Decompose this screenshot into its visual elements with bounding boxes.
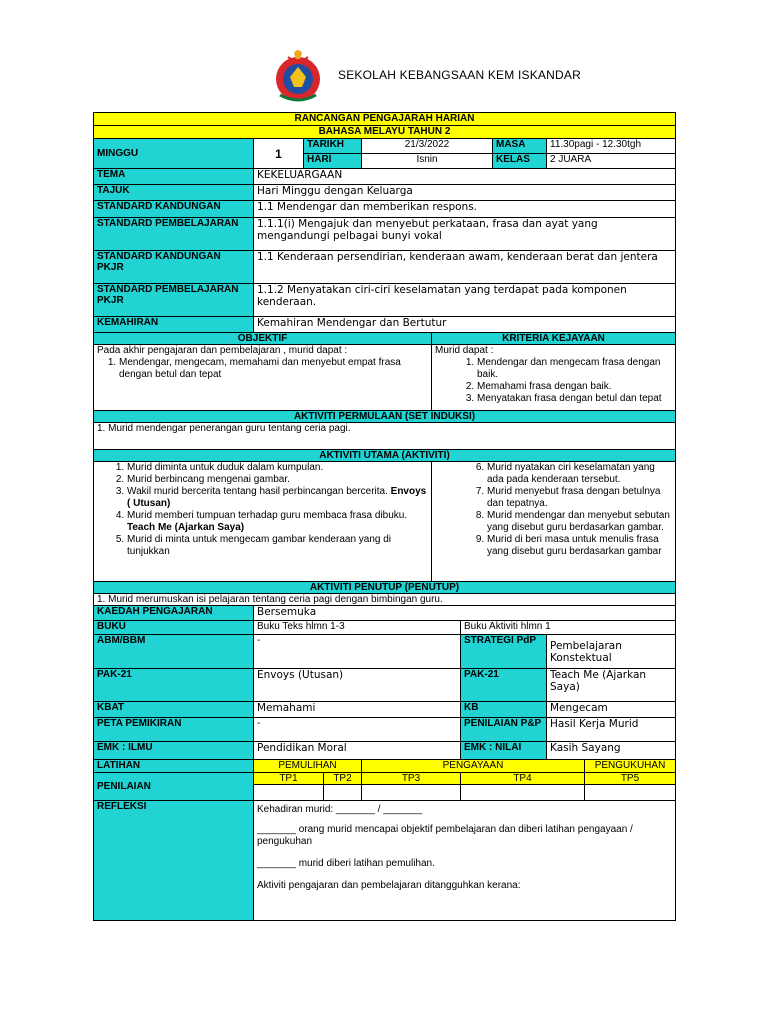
subject-title: BAHASA MELAYU TAHUN 2	[94, 126, 676, 139]
emk-ilmu-value: Pendidikan Moral	[254, 742, 461, 760]
kaedah-label: KAEDAH PENGAJARAN	[94, 606, 254, 621]
peta-label: PETA PEMIKIRAN	[94, 718, 254, 742]
tema-label: TEMA	[94, 169, 254, 185]
school-crest-icon	[270, 47, 326, 103]
tema-value: KEKELUARGAAN	[254, 169, 676, 185]
minggu-value: 1	[254, 139, 304, 169]
hari-value: Isnin	[362, 154, 493, 169]
kriteria-intro: Murid dapat :	[435, 345, 494, 356]
list-item: 2. Memahami frasa dengan baik.	[477, 381, 672, 393]
refleksi-line-1: Kehadiran murid: _______ / _______	[257, 804, 423, 815]
kbat-value: Memahami	[254, 702, 461, 718]
tp5-label: TP5	[585, 773, 676, 785]
tarikh-label: TARIKH	[304, 139, 362, 154]
list-item: 4. Murid memberi tumpuan terhadap guru membaca frasa dibuku. Teach Me (Ajarkan Saya)	[127, 510, 428, 534]
objektif-header: OBJEKTIF	[94, 333, 432, 345]
list-item: 9. Murid di beri masa untuk menulis frasa yang disebut guru berdasarkan gambar	[487, 534, 672, 558]
list-item: 3. Wakil murid bercerita tentang hasil perbincangan bercerita. Envoys ( Utusan)	[127, 486, 428, 510]
tajuk-label: TAJUK	[94, 185, 254, 201]
emk-nilai-value: Kasih Sayang	[547, 742, 676, 760]
sk-label: STANDARD KANDUNGAN	[94, 201, 254, 218]
utama-header: AKTIVITI UTAMA (AKTIVITI)	[94, 450, 676, 462]
sp-label: STANDARD PEMBELAJARAN	[94, 218, 254, 251]
tp5-box[interactable]	[585, 785, 676, 801]
kelas-value: 2 JUARA	[547, 154, 676, 169]
sppkjr-label: STANDARD PEMBELAJARAN PKJR	[94, 284, 254, 317]
pemulihan-label: PEMULIHAN	[254, 760, 362, 773]
kriteria-list	[435, 357, 672, 405]
tp2-box[interactable]	[324, 785, 362, 801]
strategi-value: Pembelajaran Konstektual	[547, 635, 676, 669]
objektif-intro: Pada akhir pengajaran dan pembelajaran , murid dapat :	[97, 345, 348, 356]
pengukuhan-label: PENGUKUHAN	[585, 760, 676, 773]
objektif-body	[94, 345, 432, 411]
list-item: 1. Mendengar, mengecam, memahami dan menyebut empat frasa dengan betul dan tepat	[119, 357, 428, 381]
utama-left	[94, 462, 432, 582]
utama-right	[432, 462, 676, 582]
kb-label: KB	[461, 702, 547, 718]
pak21-label-2: PAK-21	[461, 669, 547, 702]
hari-label: HARI	[304, 154, 362, 169]
tp1-box[interactable]	[254, 785, 324, 801]
refleksi-line-2: _______ orang murid mencapai objektif pembelajaran dan diberi latihan pengayaan / pengukuhan	[257, 824, 633, 847]
abm-label: ABM/BBM	[94, 635, 254, 669]
pak21-value: Envoys (Utusan)	[254, 669, 461, 702]
list-item: 7. Murid menyebut frasa dengan betulnya dan tepatnya.	[487, 486, 672, 510]
kriteria-body	[432, 345, 676, 411]
abm-value: -	[254, 635, 461, 669]
page-header	[270, 52, 581, 98]
penutup-text: 1. Murid merumuskan isi pelajaran tentang ceria pagi dengan bimbingan guru.	[94, 594, 676, 606]
refleksi-line-4: Aktiviti pengajaran dan pembelajaran ditangguhkan kerana:	[257, 880, 521, 891]
skpkjr-value: 1.1 Kenderaan persendirian, kenderaan awam, kenderaan berat dan jentera	[254, 251, 676, 284]
pengayaan-label: PENGAYAAN	[362, 760, 585, 773]
list-item: 8. Murid mendengar dan menyebut sebutan yang disebut guru berdasarkan gambar.	[487, 510, 672, 534]
school-name: SEKOLAH KEBANGSAAN KEM ISKANDAR	[338, 68, 581, 82]
penilaian-pp-value: Hasil Kerja Murid	[547, 718, 676, 742]
sk-value: 1.1 Mendengar dan memberikan respons.	[254, 201, 676, 218]
refleksi-label: REFLEKSI	[94, 801, 254, 921]
list-item: 1. Murid diminta untuk duduk dalam kumpulan.	[127, 462, 428, 474]
strategi-label: STRATEGI PdP	[461, 635, 547, 669]
kriteria-header: KRITERIA KEJAYAAN	[432, 333, 676, 345]
emk-ilmu-label: EMK : ILMU	[94, 742, 254, 760]
kbat-label: KBAT	[94, 702, 254, 718]
latihan-label: LATIHAN	[94, 760, 254, 773]
main-title: RANCANGAN PENGAJARAH HARIAN	[94, 113, 676, 126]
kaedah-value: Bersemuka	[254, 606, 676, 621]
list-item: 1. Mendengar dan mengecam frasa dengan baik.	[477, 357, 672, 381]
tp2-label: TP2	[324, 773, 362, 785]
masa-label: MASA	[493, 139, 547, 154]
sp-value: 1.1.1(i) Mengajuk dan menyebut perkataan, frasa dan ayat yang mengandungi pelbagai bunyi vokal	[254, 218, 676, 251]
refleksi-body	[254, 801, 676, 921]
utama-left-list	[97, 462, 428, 558]
tarikh-value: 21/3/2022	[362, 139, 493, 154]
list-item: 5. Murid di minta untuk mengecam gambar kenderaan yang di tunjukkan	[127, 534, 428, 558]
list-item: 3. Menyatakan frasa dengan betul dan tepat	[477, 393, 672, 405]
sppkjr-value: 1.1.2 Menyatakan ciri-ciri keselamatan yang terdapat pada komponen kenderaan.	[254, 284, 676, 317]
buku-label: BUKU	[94, 621, 254, 635]
tp3-label: TP3	[362, 773, 461, 785]
utama-right-list	[435, 462, 672, 558]
skpkjr-label: STANDARD KANDUNGAN PKJR	[94, 251, 254, 284]
tp4-label: TP4	[461, 773, 585, 785]
kemahiran-label: KEMAHIRAN	[94, 317, 254, 333]
permulaan-header: AKTIVITI PERMULAAN (SET INDUKSI)	[94, 411, 676, 423]
list-item: 2. Murid berbincang mengenai gambar.	[127, 474, 428, 486]
buku-value-1: Buku Teks hlmn 1-3	[254, 621, 461, 635]
tajuk-value: Hari Minggu dengan Keluarga	[254, 185, 676, 201]
pak21-value-2: Teach Me (Ajarkan Saya)	[547, 669, 676, 702]
list-item: 6. Murid nyatakan ciri keselamatan yang ada pada kenderaan tersebut.	[487, 462, 672, 486]
penilaian-pp-label: PENILAIAN P&P	[461, 718, 547, 742]
kelas-label: KELAS	[493, 154, 547, 169]
tp3-box[interactable]	[362, 785, 461, 801]
penutup-header: AKTIVITI PENUTUP (PENUTUP)	[94, 582, 676, 594]
objektif-list	[97, 357, 428, 381]
peta-value: -	[254, 718, 461, 742]
emk-nilai-label: EMK : NILAI	[461, 742, 547, 760]
penilaian-label: PENILAIAN	[94, 773, 254, 801]
refleksi-line-3: _______ murid diberi latihan pemulihan.	[257, 858, 435, 869]
kemahiran-value: Kemahiran Mendengar dan Bertutur	[254, 317, 676, 333]
permulaan-text: 1. Murid mendengar penerangan guru tentang ceria pagi.	[94, 423, 676, 450]
kb-value: Mengecam	[547, 702, 676, 718]
tp1-label: TP1	[254, 773, 324, 785]
tp4-box[interactable]	[461, 785, 585, 801]
pak21-label: PAK-21	[94, 669, 254, 702]
lesson-plan-table	[93, 112, 676, 921]
buku-value-2: Buku Aktiviti hlmn 1	[461, 621, 676, 635]
masa-value: 11.30pagi - 12.30tgh	[547, 139, 676, 154]
minggu-label: MINGGU	[94, 139, 254, 169]
